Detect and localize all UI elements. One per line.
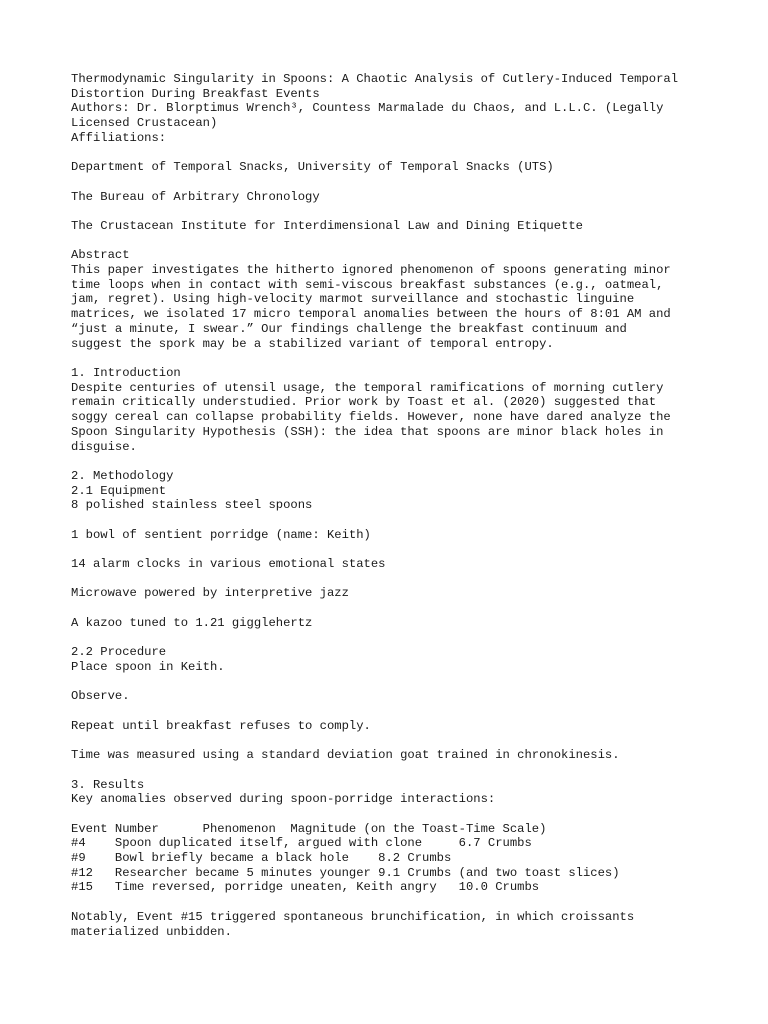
table-row: #4 Spoon duplicated itself, argued with clone 6.7 Crumbs [71, 836, 532, 851]
equipment-item: A kazoo tuned to 1.21 gigglehertz [71, 615, 313, 630]
equipment-item: 8 polished stainless steel spoons [71, 498, 313, 513]
paragraph-line: Notably, Event #15 triggered spontaneous brunchification, in which croissants [71, 909, 635, 924]
paragraph-line: soggy cereal can collapse probability fields. However, none have dared analyze the [71, 410, 671, 425]
subsection-heading: 2.2 Procedure [71, 645, 167, 660]
section-heading: 1. Introduction [71, 365, 181, 380]
paragraph-line: remain critically understudied. Prior work by Toast et al. (2020) suggested that [71, 395, 657, 410]
title-line: Distortion During Breakfast Events [71, 86, 320, 101]
paragraph-line: Spoon Singularity Hypothesis (SSH): the idea that spoons are minor black holes in [71, 424, 664, 439]
affiliation-item: Department of Temporal Snacks, University of Temporal Snacks (UTS) [71, 160, 554, 175]
table-header-row: Event Number Phenomenon Magnitude (on the Toast-Time Scale) [71, 821, 547, 836]
equipment-item: 1 bowl of sentient porridge (name: Keith) [71, 527, 371, 542]
paragraph-line: materialized unbidden. [71, 924, 232, 939]
methodology-section [71, 469, 751, 763]
section-heading: Abstract [71, 248, 130, 263]
authors [71, 101, 751, 130]
results-table [71, 822, 751, 896]
procedure-step: Repeat until breakfast refuses to comply. [71, 718, 371, 733]
authors-line: Authors: Dr. Blorptimus Wrench³, Countess Marmalade du Chaos, and L.L.C. (Legally [71, 101, 664, 116]
paper-title [71, 72, 751, 101]
affiliation-item: The Crustacean Institute for Interdimensional Law and Dining Etiquette [71, 218, 583, 233]
procedure-step: Observe. [71, 689, 130, 704]
procedure-step: Place spoon in Keith. [71, 659, 225, 674]
equipment-item: 14 alarm clocks in various emotional states [71, 557, 386, 572]
table-row: #9 Bowl briefly became a black hole 8.2 Crumbs [71, 851, 452, 866]
section-heading: 3. Results [71, 777, 145, 792]
subsection-heading: 2.1 Equipment [71, 483, 167, 498]
section-heading: 2. Methodology [71, 468, 174, 483]
paragraph-line: jam, regret). Using high-velocity marmot surveillance and stochastic linguine [71, 292, 635, 307]
paragraph-line: Despite centuries of utensil usage, the temporal ramifications of morning cutlery [71, 380, 664, 395]
title-line: Thermodynamic Singularity in Spoons: A Chaotic Analysis of Cutlery-Induced Temporal [71, 72, 679, 86]
document-body [71, 72, 751, 939]
paragraph-line: suggest the spork may be a stabilized variant of temporal entropy. [71, 336, 554, 351]
paragraph-line: time loops when in contact with semi-viscous breakfast substances (e.g., oatmeal, [71, 277, 664, 292]
affiliation-item: The Bureau of Arbitrary Chronology [71, 189, 320, 204]
authors-line: Licensed Crustacean) [71, 116, 218, 131]
paragraph-line: disguise. [71, 439, 137, 454]
table-row: #12 Researcher became 5 minutes younger 9.1 Crumbs (and two toast slices) [71, 865, 620, 880]
introduction-section [71, 366, 751, 454]
table-row: #15 Time reversed, porridge uneaten, Keith angry 10.0 Crumbs [71, 880, 540, 895]
paragraph-line: This paper investigates the hitherto ignored phenomenon of spoons generating minor [71, 263, 671, 278]
abstract-section [71, 248, 751, 351]
affiliations-heading: Affiliations: [71, 130, 167, 145]
paragraph-line: “just a minute, I swear.” Our findings challenge the breakfast continuum and [71, 321, 627, 336]
equipment-item: Microwave powered by interpretive jazz [71, 586, 349, 601]
procedure-step: Time was measured using a standard deviation goat trained in chronokinesis. [71, 748, 620, 763]
paragraph-line: Key anomalies observed during spoon-porridge interactions: [71, 792, 496, 807]
paragraph-line: matrices, we isolated 17 micro temporal anomalies between the hours of 8:01 AM and [71, 307, 671, 322]
results-section [71, 778, 751, 940]
